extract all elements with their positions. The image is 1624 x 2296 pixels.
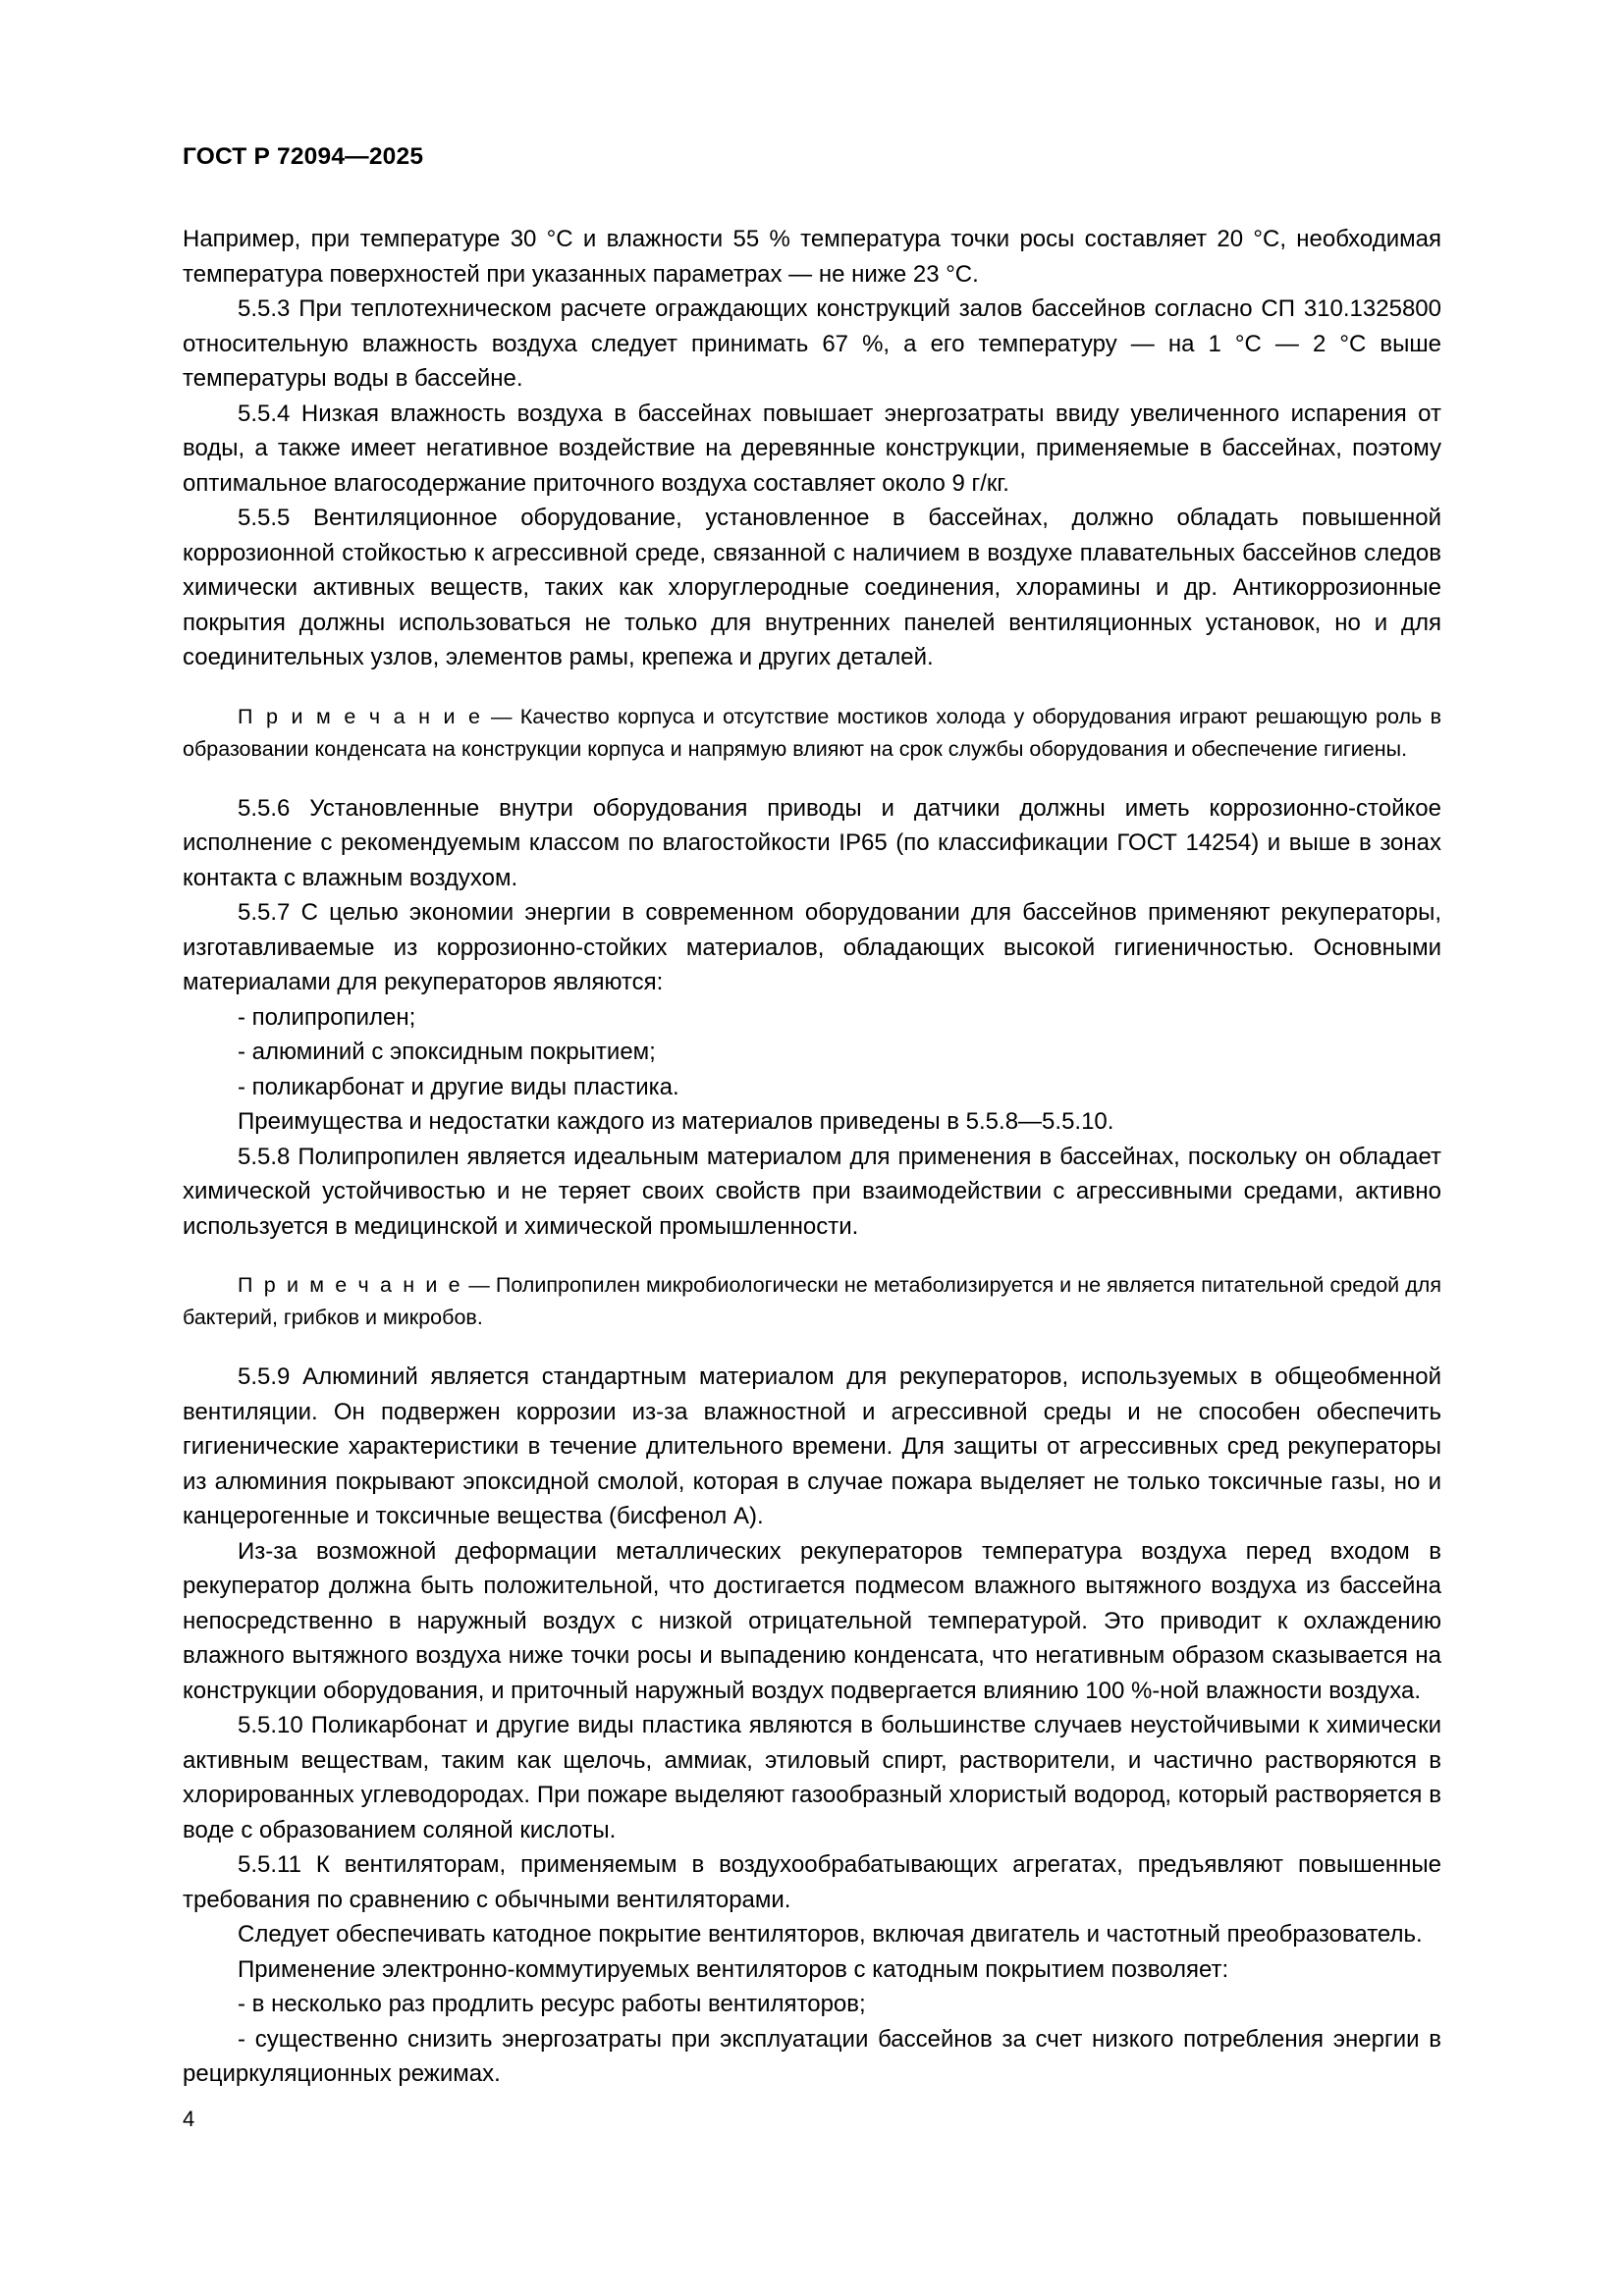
- list-item: - полипропилен;: [238, 1003, 416, 1031]
- note-2-label: П р и м е ч а н и е: [238, 1273, 463, 1297]
- paragraph-5-5-4: 5.5.4 Низкая влажность воздуха в бассейнах повышает энергозатраты ввиду увеличенного испарения от воды, а также имеет негативное воздействие на деревянные конструкции, применяемые в бассейнах, поэтому оптимальное влагосодержание приточного воздуха составляет около 9 г/кг.: [183, 400, 1441, 497]
- paragraph-deformation: Из-за возможной деформации металлических рекуператоров температура воздуха перед входом в рекуператор должна быть положительной, что достигается подмесом влажного вытяжного воздуха из бассейна непосредственно в наружный воздух с низкой отрицательной температурой. Это приводит к охлаждению влажного вытяжного воздуха ниже точки росы и выпадению конденсата, что негативным образом сказывается на конструкции оборудования, и приточный наружный воздух подвергается влиянию 100 %-ной влажности воздуха.: [183, 1537, 1441, 1704]
- list-item: - в несколько раз продлить ресурс работы вентиляторов;: [238, 1991, 866, 2017]
- page-number: 4: [183, 2107, 195, 2131]
- note-1-text: — Качество корпуса и отсутствие мостиков холода у оборудования играют решающую роль в образовании конденсата на конструкции корпуса и напрямую влияют на срок службы оборудования и обеспечение гигиены.: [183, 704, 1441, 761]
- paragraph-5-5-3: 5.5.3 При теплотехническом расчете ограждающих конструкций залов бассейнов согласно СП 310.1325800 относительную влажность воздуха следует принимать 67 %, а его температуру — на 1 °C — 2 °C выше температуры воды в бассейне.: [183, 295, 1441, 392]
- paragraph-intro: Например, при температуре 30 °C и влажности 55 % температура точки росы составляет 20 °C, необходимая температура поверхностей при указанных параметрах — не ниже 23 °C.: [183, 226, 1441, 288]
- paragraph-5-5-6: 5.5.6 Установленные внутри оборудования приводы и датчики должны иметь коррозионно-стойкое исполнение с рекомендуемым классом по влагостойкости IP65 (по классификации ГОСТ 14254) и выше в зонах контакта с влажным воздухом.: [183, 794, 1441, 891]
- paragraph-5-5-9: 5.5.9 Алюминий является стандартным материалом для рекуператоров, используемых в общеобменной вентиляции. Он подвержен коррозии из-за влажностной и агрессивной среды и не способен обеспечить гигиенические характеристики в течение длительного времени. Для защиты от агрессивных сред рекуператоры из алюминия покрывают эпоксидной смолой, которая в случае пожара выделяет не только токсичные газы, но и канцерогенные и токсичные вещества (бисфенол А).: [183, 1363, 1441, 1529]
- paragraph-5-5-8: 5.5.8 Полипропилен является идеальным материалом для применения в бассейнах, поскольку он обладает химической устойчивостью и не теряет своих свойств при взаимодействии с агрессивными средами, активно используется в медицинской и химической промышленности.: [183, 1143, 1441, 1240]
- paragraph-5-5-5: 5.5.5 Вентиляционное оборудование, установленное в бассейнах, должно обладать повышенной коррозионной стойкостью к агрессивной среде, связанной с наличием в воздухе плавательных бассейнов следов химически активных веществ, таких как хлоруглеродные соединения, хлорамины и др. Антикоррозионные покрытия должны использоваться не только для внутренних панелей вентиляционных установок, но и для соединительных узлов, элементов рамы, крепежа и других деталей.: [183, 505, 1441, 670]
- paragraph-advantages: Преимущества и недостатки каждого из материалов приведены в 5.5.8—5.5.10.: [238, 1108, 1114, 1135]
- list-item: - алюминий с эпоксидным покрытием;: [238, 1039, 656, 1065]
- page-content: [183, 143, 1441, 2092]
- paragraph-application: Применение электронно-коммутируемых вентиляторов с катодным покрытием позволяет:: [238, 1955, 1229, 1983]
- paragraph-5-5-11: 5.5.11 К вентиляторам, применяемым в воздухообрабатывающих агрегатах, предъявляют повышенные требования по сравнению с обычными вентиляторами.: [183, 1851, 1441, 1913]
- paragraph-5-5-10: 5.5.10 Поликарбонат и другие виды пластика являются в большинстве случаев неустойчивыми к химически активным веществам, таким как щелочь, аммиак, этиловый спирт, растворители, и частично растворяются в хлорированных углеводородах. При пожаре выделяют газообразный хлористый водород, который растворяется в воде с образованием соляной кислоты.: [183, 1712, 1441, 1843]
- list-item: - существенно снизить энергозатраты при эксплуатации бассейнов за счет низкого потребления энергии в рециркуляционных режимах.: [183, 2025, 1441, 2087]
- note-1-label: П р и м е ч а н и е: [238, 704, 483, 728]
- note-2-text: — Полипропилен микробиологически не метаболизируется и не является питательной средой для бактерий, грибков и микробов.: [183, 1273, 1441, 1329]
- document-header: ГОСТ Р 72094—2025: [183, 143, 424, 170]
- note-1: [183, 701, 1441, 766]
- list-item: - поликарбонат и другие виды пластика.: [238, 1073, 679, 1100]
- paragraph-5-5-7: 5.5.7 С целью экономии энергии в современном оборудовании для бассейнов применяют рекуператоры, изготавливаемые из коррозионно-стойких материалов, обладающих высокой гигиеничностью. Основными материалами для рекуператоров являются:: [183, 899, 1441, 995]
- paragraph-cathode: Следует обеспечивать катодное покрытие вентиляторов, включая двигатель и частотный преобразователь.: [238, 1921, 1423, 1948]
- note-2: [183, 1269, 1441, 1334]
